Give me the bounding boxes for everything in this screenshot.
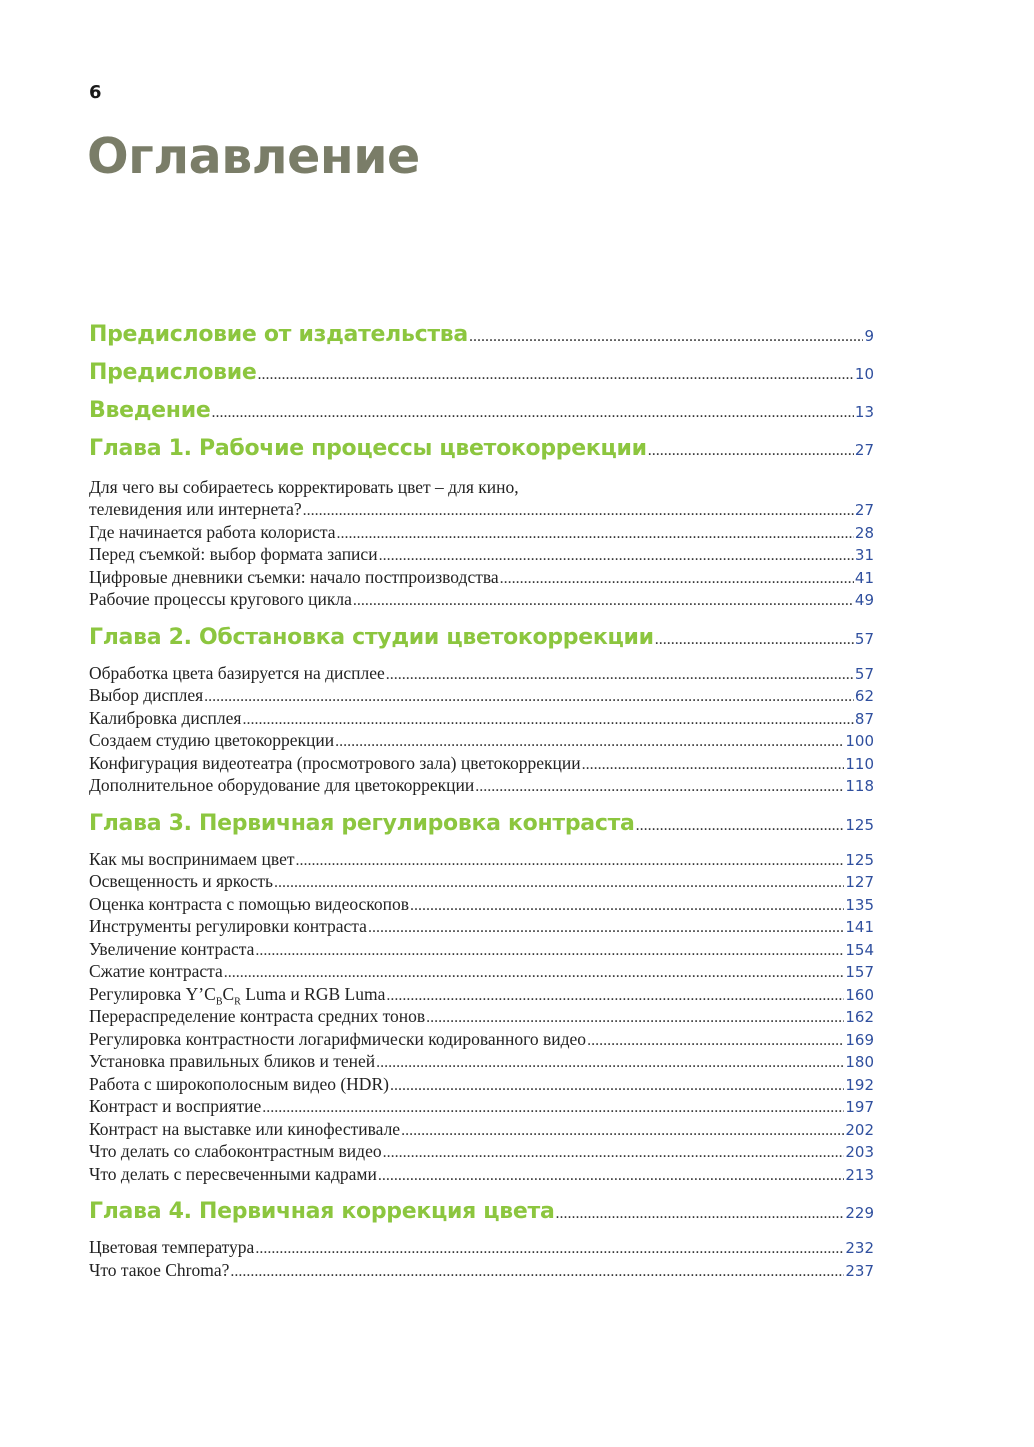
chapter-heading[interactable] [89,625,874,663]
dot-leader [386,987,844,1005]
section-entry[interactable] [89,1260,874,1283]
section-entry-page: 87 [854,709,874,728]
section-entry-title: Перераспределение контраста средних тонов [89,1006,426,1026]
toc-entry-page: 10 [854,365,874,383]
section-entry[interactable] [89,1119,874,1142]
section-entry-title: Регулировка $Y’C_BC_R$ Luma и RGB Luma [89,983,386,1007]
chapter-heading[interactable] [89,811,874,849]
section-entry-title: Регулировка контрастности логарифмически кодированного видео [89,1028,587,1049]
dot-leader [242,711,853,729]
section-entry[interactable] [89,499,874,522]
section-entry[interactable] [89,753,874,776]
section-entry-page: 169 [845,1030,874,1049]
section-entry-title: Что делать со слабоконтрастным видео [89,1141,382,1161]
section-entry-page: 62 [854,687,874,705]
dot-leader [379,547,854,565]
section-entry[interactable] [89,685,874,708]
section-entry-page: 232 [845,1239,874,1257]
dot-leader [475,778,844,796]
chapter-heading[interactable] [89,1199,874,1237]
section-entry-page: 118 [845,777,874,795]
section-entry[interactable] [89,984,874,1007]
dot-leader [204,688,854,706]
section-entry-page: 141 [845,918,874,936]
dot-leader [390,1077,844,1095]
dot-leader [401,1122,844,1140]
section-entry[interactable] [89,775,874,798]
section-entry-page: 180 [845,1053,874,1071]
dot-leader [636,817,845,835]
chapter-heading-title: Глава 2. Обстановка студии цветокоррекции [89,624,654,650]
chapter-heading-page: 27 [854,441,874,459]
section-title-line[interactable]: Для чего вы собираетесь корректировать цвет – для кино, [89,477,519,497]
section-entry-page: 202 [845,1120,874,1139]
chapter-heading-page: 57 [854,629,874,648]
section-entry-page: 49 [854,591,874,609]
chapter-heading-title: Глава 3. Первичная регулировка контраста [89,810,635,836]
toc-entry-title: Предисловие от издательства [89,322,468,347]
section-entry-page: 31 [854,546,874,564]
section-entry-title: Контраст и восприятие [89,1096,262,1116]
section-entry-title: Оценка контраста с помощью видеоскопов [89,893,410,914]
dot-leader [383,1144,845,1162]
section-entry[interactable] [89,1074,874,1097]
section-entry-title: Цифровые дневники съемки: начало постпроизводства [89,566,499,587]
section-entry[interactable] [89,1029,874,1052]
dot-leader [258,366,854,384]
table-of-contents [89,322,874,1282]
toc-entry[interactable] [89,322,874,360]
dot-leader [378,1167,844,1185]
section-entry-page: 125 [845,850,874,869]
section-entry-page: 192 [845,1075,874,1094]
dot-leader [255,942,844,960]
section-entry[interactable] [89,708,874,731]
toc-entry-title: Предисловие [89,360,257,385]
dot-leader [648,442,854,460]
dot-leader [368,919,844,937]
section-entry-title: Рабочие процессы кругового цикла [89,589,352,609]
dot-leader [386,666,854,684]
section-entry-page: 110 [845,754,874,773]
dot-leader [211,404,853,422]
section-entry-title: Где начинается работа колориста [89,521,336,542]
section-entry[interactable] [89,522,874,545]
toc-entry[interactable] [89,360,874,398]
section-entry-page: 100 [845,732,874,750]
dot-leader [410,897,844,915]
section-entry-title: Контраст на выставке или кинофестивале [89,1118,401,1139]
chapter-gap [89,612,874,625]
section-entry-page: 237 [845,1261,874,1280]
section-entry-page: 41 [854,568,874,587]
section-entry-page: 213 [845,1165,874,1184]
page-title: Оглавление [87,128,420,185]
section-entry-title: Установка правильных бликов и теней [89,1051,376,1071]
section-entry-title: Обработка цвета базируется на дисплее [89,662,385,683]
section-entry-page: 57 [854,664,874,683]
section-entry[interactable] [89,663,874,686]
dot-leader [255,1240,844,1258]
section-entry[interactable] [89,894,874,917]
dot-leader [262,1099,844,1117]
section-entry-page: 203 [845,1143,874,1161]
section-entry[interactable] [89,849,874,872]
dot-leader [295,852,844,870]
section-entry-title: Конфигурация видеотеатра (просмотрового зала) цветокоррекции [89,752,581,773]
chapter-heading[interactable] [89,436,874,474]
section-entry-page: 28 [854,523,874,542]
section-entry-title: Сжатие контраста [89,961,223,981]
dot-leader [336,525,853,543]
section-entry[interactable] [89,961,874,984]
section-entry-title: Увеличение контраста [89,938,255,959]
section-entry[interactable] [89,1237,874,1260]
dot-leader [655,631,854,649]
dot-leader [582,756,845,774]
section-entry[interactable] [89,1006,874,1029]
section-entry-title: Цветовая температура [89,1237,255,1257]
section-entry[interactable] [89,1141,874,1164]
dot-leader [469,328,864,346]
chapter-heading-page: 229 [845,1204,874,1222]
section-entry[interactable] [89,916,874,939]
toc-entry-page: 9 [864,327,874,345]
section-entry[interactable] [89,567,874,590]
section-entry[interactable] [89,1051,874,1074]
chapter-heading-page: 125 [845,815,874,834]
toc-entry[interactable] [89,398,874,436]
section-entry-page: 197 [845,1098,874,1116]
section-entry[interactable] [89,730,874,753]
section-entry-title: Создаем студию цветокоррекции [89,730,335,750]
section-entry-title: Выбор дисплея [89,685,204,705]
dot-leader [426,1009,844,1027]
section-entry-page: 160 [845,985,874,1004]
section-entry-title: Дополнительное оборудование для цветокоррекции [89,775,475,795]
dot-leader [303,502,854,520]
chapter-gap [89,798,874,811]
dot-leader [556,1205,845,1223]
section-entry-title: Работа с широкополосным видео (HDR) [89,1073,389,1094]
section-entry-title: Перед съемкой: выбор формата записи [89,544,378,564]
chapter-heading-title: Глава 1. Рабочие процессы цветокоррекции [89,436,647,461]
section-entry-title: Как мы воспринимаем цвет [89,848,295,869]
section-entry-page: 127 [845,873,874,891]
section-entry[interactable] [89,1164,874,1187]
section-entry-page: 157 [845,963,874,981]
section-entry-title: Что такое Chroma? [89,1259,230,1280]
section-entry[interactable] [89,871,874,894]
section-entry-title: телевидения или интернета? [89,499,302,519]
page-number: 6 [89,82,102,103]
section-entry-title: Инструменты регулировки контраста [89,916,367,936]
dot-leader [500,570,854,588]
toc-entry-page: 13 [854,403,874,421]
dot-leader [353,592,854,610]
section-entry[interactable] [89,1096,874,1119]
section-entry[interactable] [89,589,874,612]
section-entry-page: 154 [845,940,874,959]
toc-entry-title: Введение [89,398,211,423]
dot-leader [335,733,844,751]
section-entry[interactable] [89,544,874,567]
dot-leader [230,1263,844,1281]
section-entry-page: 162 [845,1008,874,1026]
section-entry[interactable] [89,939,874,962]
chapter-heading-title: Глава 4. Первичная коррекция цвета [89,1199,555,1224]
dot-leader [587,1032,844,1050]
chapter-gap [89,1186,874,1199]
section-entry-title: Что делать с пересвеченными кадрами [89,1163,377,1184]
section-entry-title: Калибровка дисплея [89,707,242,728]
dot-leader [376,1054,844,1072]
section-entry-title: Освещенность и яркость [89,871,273,891]
dot-leader [274,874,844,892]
section-entry-page: 27 [854,501,874,519]
section-entry-page: 135 [845,895,874,914]
dot-leader [224,964,845,982]
